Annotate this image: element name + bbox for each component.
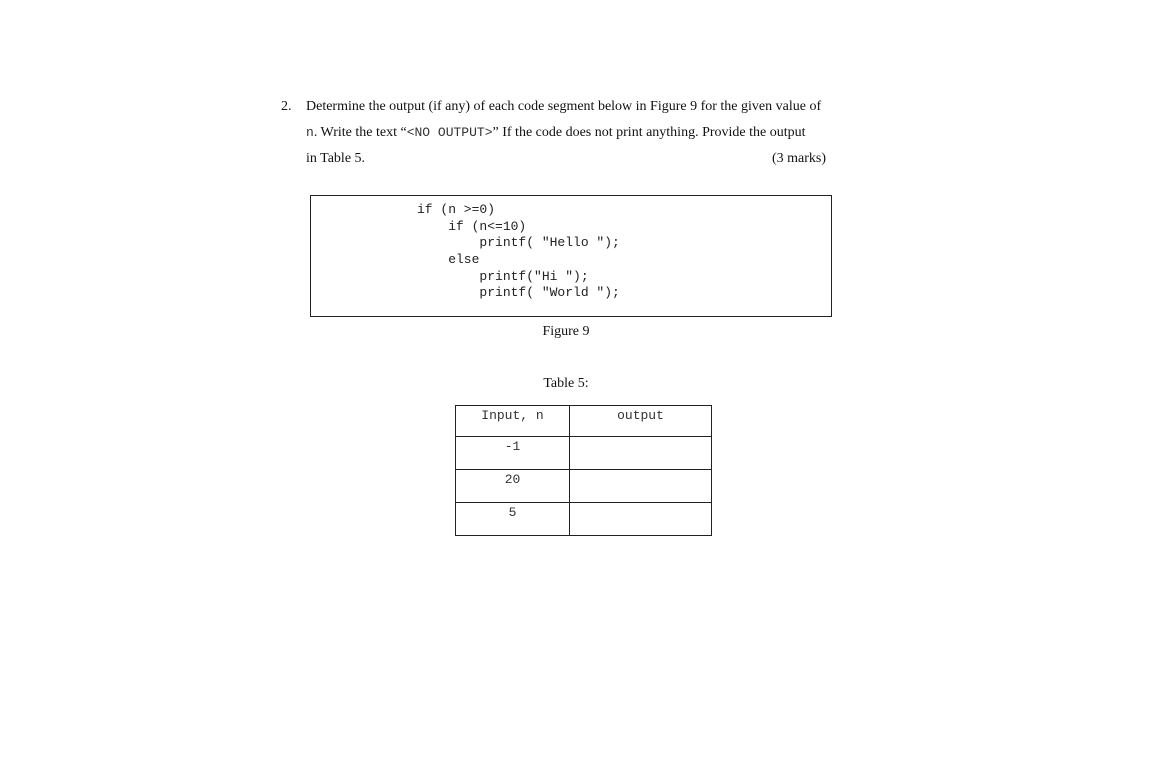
question-text-line-2b: ” If the code does not print anything. Provide the output [492, 125, 806, 140]
code-line: if (n<=10) [417, 219, 527, 234]
table-row [456, 470, 712, 503]
table-row [456, 437, 712, 470]
no-output-code: <NO OUTPUT> [406, 125, 493, 140]
code-line: printf("Hi "); [417, 269, 589, 284]
code-line: printf( "World "); [417, 285, 620, 300]
code-line: else [417, 252, 480, 267]
header-input: Input, n [456, 406, 570, 437]
cell-output [570, 437, 712, 470]
cell-input: -1 [456, 437, 570, 470]
variable-n: n [306, 125, 314, 140]
code-line: printf( "Hello "); [417, 235, 620, 250]
cell-input: 5 [456, 503, 570, 536]
table-row [456, 503, 712, 536]
question-text-line-3: in Table 5. [306, 151, 366, 166]
marks-label: (3 marks) [772, 151, 827, 166]
output-table [455, 405, 712, 536]
table-caption: Table 5: [543, 376, 589, 391]
question-text-line-2 [306, 125, 806, 141]
code-figure-box [310, 195, 832, 317]
code-line: if (n >=0) [417, 202, 496, 217]
cell-input: 20 [456, 470, 570, 503]
cell-output [570, 503, 712, 536]
question-number: 2. [281, 99, 292, 114]
question-text-line-2a: . Write the text “ [313, 125, 407, 140]
question-text-line-1: Determine the output (if any) of each code segment below in Figure 9 for the given value of [306, 99, 822, 114]
header-output: output [570, 406, 712, 437]
cell-output [570, 470, 712, 503]
figure-caption: Figure 9 [542, 324, 590, 339]
table-header-row [456, 406, 712, 437]
